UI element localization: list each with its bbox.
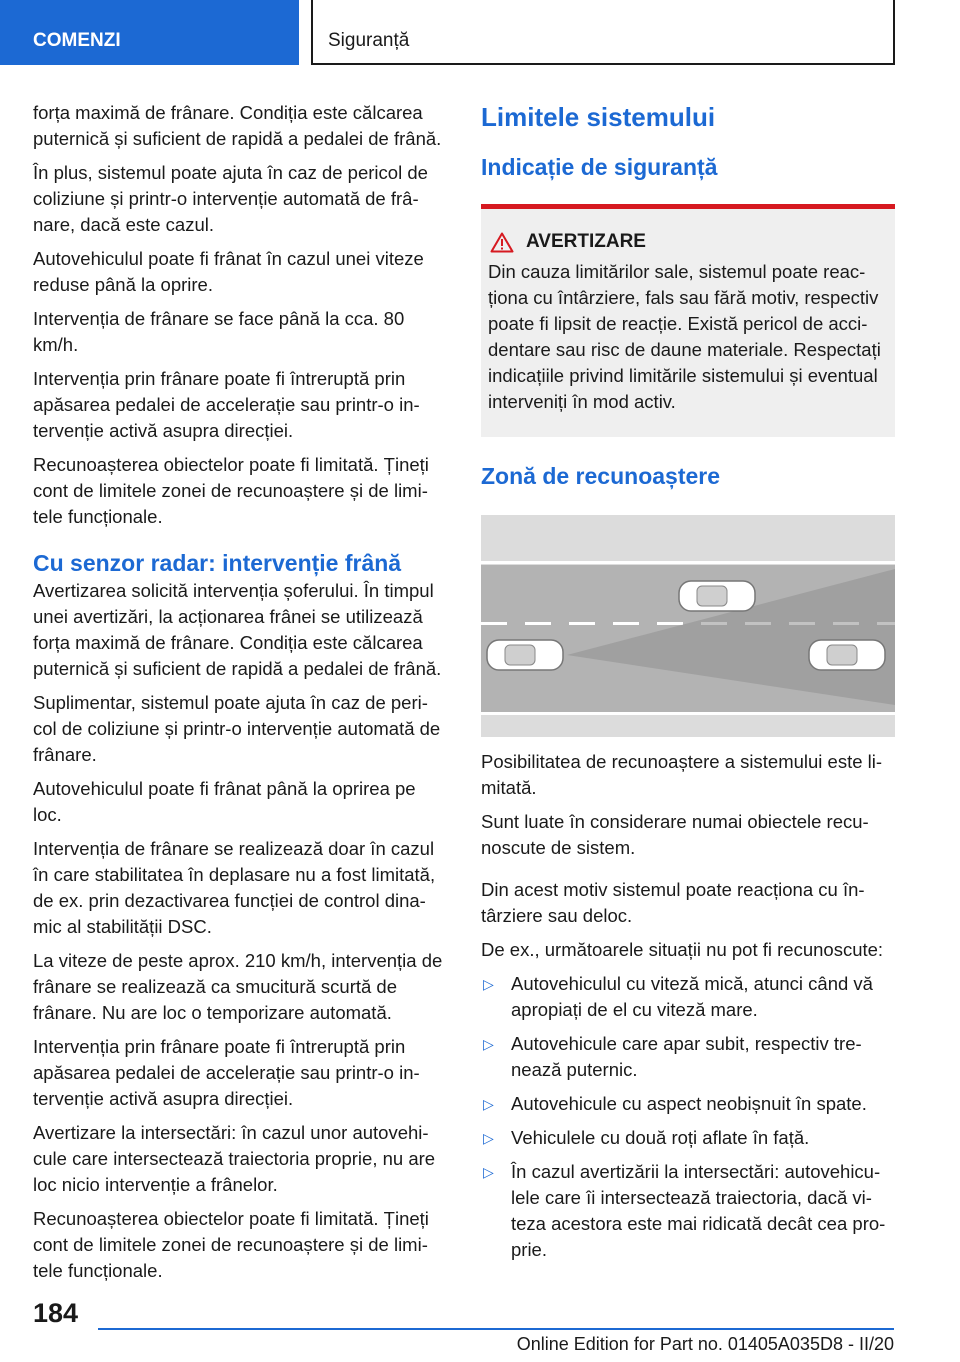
paragraph: Sunt luate în considerare numai obiectele recu-noscute de sistem. <box>481 811 869 858</box>
zone-heading: Zonă de recunoaștere <box>481 463 721 489</box>
safety-heading: Indicație de siguranță <box>481 154 718 180</box>
paragraph: Intervenția de frânare se realizează doar în cazul în care stabilitatea în deplasare nu a fost limitată, de ex. prin dezactivarea funcției de control dina-mic al stabilității DSC. <box>33 838 436 937</box>
main-heading: Limitele sistemului <box>481 102 716 132</box>
right-column <box>481 100 895 1271</box>
paragraph: Recunoașterea obiectelor poate fi limitată. Țineți cont de limitele zonei de recunoaștere și de limi-tele funcționale. <box>33 454 429 527</box>
left-column <box>33 100 448 1292</box>
side-vehicle-icon <box>809 640 885 670</box>
list-item: ▷ Vehiculele cu două roți aflate în față. <box>481 1125 895 1151</box>
warning-text: Din cauza limitărilor sale, sistemul poate reac-ționa cu întârziere, fals sau fără motiv, respectiv poate fi lipsit de reacție. Există pericol de acci-dentare sau risc de daune materiale. Respectați indicațiile privind limitările sistemului și eventual interveniți în mod activ. <box>488 261 881 412</box>
bullet-icon: ▷ <box>483 976 494 992</box>
section-label: COMENZI <box>33 30 121 51</box>
paragraph: Autovehiculul poate fi frânat în cazul unei viteze reduse până la oprire. <box>33 248 424 295</box>
paragraph: Posibilitatea de recunoaștere a sistemului este li-mitată. <box>481 751 883 798</box>
paragraph: În plus, sistemul poate ajuta în caz de pericol de coliziune și printr-o intervenție automată de frâ-nare, dacă este cazul. <box>33 162 428 235</box>
bullet-icon: ▷ <box>483 1164 494 1180</box>
footer-divider <box>98 1328 894 1330</box>
bullet-icon: ▷ <box>483 1096 494 1112</box>
detection-zone-diagram <box>481 515 895 737</box>
warning-box <box>481 204 895 437</box>
list-item: ▷ Autovehicule care apar subit, respectiv tre-nează puternic. <box>481 1031 895 1083</box>
list-item: ▷ Autovehicule cu aspect neobișnuit în spate. <box>481 1091 895 1117</box>
limitations-list <box>481 971 895 1263</box>
warning-title: AVERTIZARE <box>526 231 646 252</box>
warning-triangle-icon <box>490 232 514 253</box>
bullet-icon: ▷ <box>483 1130 494 1146</box>
front-vehicle-icon <box>679 581 755 611</box>
page-number: 184 <box>33 1298 79 1328</box>
detection-zone-illustration <box>481 515 895 737</box>
paragraph: La viteze de peste aprox. 210 km/h, intervenția de frânare se realizează ca smucitură scurtă de frânare. Nu are loc o temporizare automată. <box>33 950 443 1023</box>
page-header <box>311 0 895 65</box>
paragraph: Recunoașterea obiectelor poate fi limitată. Țineți cont de limitele zonei de recunoaștere și de limi-tele funcționale. <box>33 1208 429 1281</box>
warning-header <box>488 231 881 253</box>
list-item: ▷ În cazul avertizării la intersectări: autovehicu-lele care îi intersectează traiectoria, dacă vi-teza acestora este mai ridicată decât cea pro-prie. <box>481 1159 895 1263</box>
own-vehicle-icon <box>487 640 563 670</box>
paragraph: Intervenția de frânare se face până la cca. 80 km/h. <box>33 308 405 355</box>
paragraph: Din acest motiv sistemul poate reacționa cu în-târziere sau deloc. <box>481 879 865 926</box>
paragraph: Autovehiculul poate fi frânat până la oprirea pe loc. <box>33 778 416 825</box>
bullet-icon: ▷ <box>483 1036 494 1052</box>
paragraph: Avertizarea solicită intervenția șoferului. În timpul unei avertizări, la acționarea frânei se utilizează forța maximă de frânare. Condiția este călcarea puternică și suficient de rapidă a pedalei de frână. <box>33 580 442 679</box>
page-title: Siguranță <box>328 30 410 51</box>
edition-footer: Online Edition for Part no. 01405A035D8 - II/20 <box>516 1334 894 1354</box>
paragraph: forța maximă de frânare. Condiția este călcarea puternică și suficient de rapidă a pedalei de frână. <box>33 102 442 149</box>
radar-heading: Cu senzor radar: intervenție frână <box>33 550 402 576</box>
list-item: ▷ Autovehiculul cu viteză mică, atunci când vă apropiați de el cu viteză mare. <box>481 971 895 1023</box>
section-tab <box>0 0 299 65</box>
paragraph: Intervenția prin frânare poate fi întreruptă prin apăsarea pedalei de accelerație sau printr-o in-tervenție activă asupra direcției. <box>33 368 420 441</box>
paragraph: Suplimentar, sistemul poate ajuta în caz de peri-col de coliziune și printr-o intervenție automată de frânare. <box>33 692 441 765</box>
paragraph: Avertizare la intersectări: în cazul unor autovehi-cule care intersectează traiectoria proprie, nu are loc nicio intervenție a frânelor. <box>33 1122 436 1195</box>
paragraph: Intervenția prin frânare poate fi întreruptă prin apăsarea pedalei de accelerație sau printr-o in-tervenție activă asupra direcției. <box>33 1036 420 1109</box>
paragraph: De ex., următoarele situații nu pot fi recunoscute: <box>481 939 884 960</box>
